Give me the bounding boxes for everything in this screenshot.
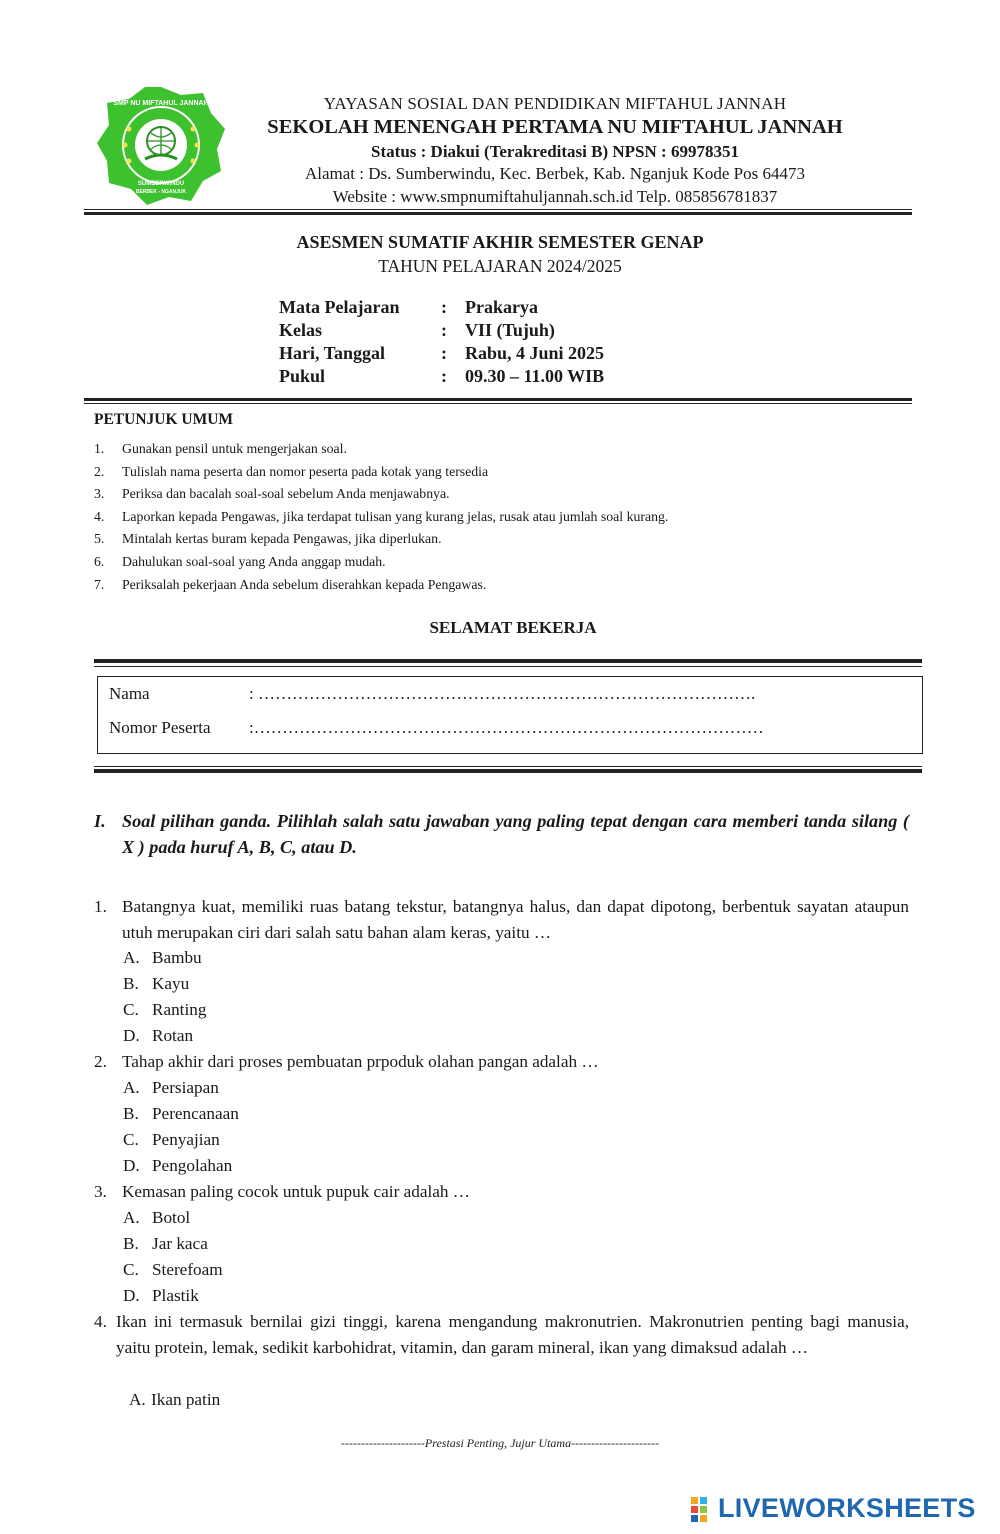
- info-value: VII (Tujuh): [465, 320, 555, 340]
- instruction-item: 1. Gunakan pensil untuk mengerjakan soal.: [94, 441, 347, 456]
- school-website: Website : www.smpnumiftahuljannah.sch.id Telp. 085856781837: [332, 187, 778, 206]
- question-text: Tahap akhir dari proses pembuatan prpoduk olahan pangan adalah …: [122, 1052, 599, 1071]
- option-2a[interactable]: A. Persiapan: [123, 1078, 219, 1097]
- school-status: Status : Diakui (Terakreditasi B) NPSN : 69978351: [371, 142, 739, 161]
- info-divider-thin: [84, 403, 912, 404]
- instruction-item: 2. Tulislah nama peserta dan nomor peserta pada kotak yang tersedia: [94, 463, 489, 479]
- instruction-item: 3. Periksa dan bacalah soal-soal sebelum Anda menjawabnya.: [94, 486, 450, 502]
- option-4a[interactable]: A. Ikan patin: [129, 1390, 221, 1409]
- option-2b[interactable]: B. Perencanaan: [123, 1104, 239, 1123]
- box-divider-top-thin: [94, 666, 922, 667]
- exam-info-table: [279, 297, 604, 389]
- option-1c[interactable]: C. Ranting: [123, 1000, 207, 1019]
- section-text: Soal pilihan ganda. Pilihlah salah satu jawaban yang paling tepat dengan cara memberi tanda silang ( X ) pada huruf A, B, C, atau D.: [122, 811, 909, 857]
- option-3a[interactable]: A. Botol: [123, 1208, 191, 1227]
- info-row: Kelas : VII (Tujuh): [279, 320, 555, 340]
- info-label: Kelas: [279, 320, 322, 340]
- question-3: 3. Kemasan paling cocok untuk pupuk cair adalah …: [94, 1179, 909, 1205]
- exam-title: ASESMEN SUMATIF AKHIR SEMESTER GENAP: [296, 232, 704, 252]
- option-3c[interactable]: C. Sterefoam: [123, 1260, 223, 1279]
- participant-number-field[interactable]: [109, 718, 764, 738]
- school-logo-icon: [95, 85, 227, 207]
- participant-number-label: Nomor Peserta: [109, 718, 211, 737]
- header-divider-thick: [84, 212, 912, 215]
- liveworksheets-logo-icon: [690, 1496, 716, 1524]
- option-2c[interactable]: C. Penyajian: [123, 1130, 220, 1149]
- name-dots[interactable]: : …………………………………………………………………………….: [249, 684, 756, 703]
- instructions-title: PETUNJUK UMUM: [94, 411, 234, 428]
- section-number: I.: [94, 811, 106, 831]
- info-row: Hari, Tanggal : Rabu, 4 Juni 2025: [279, 343, 605, 363]
- info-value: Rabu, 4 Juni 2025: [465, 343, 605, 363]
- info-label: Hari, Tanggal: [279, 343, 386, 363]
- logo-top-text: SMP NU MIFTAHUL JANNAH: [113, 100, 209, 107]
- liveworksheets-watermark: LIVEWORKSHEETS: [718, 1493, 976, 1523]
- info-label: Mata Pelajaran: [279, 297, 400, 317]
- question-1: 1. Batangnya kuat, memiliki ruas batang tekstur, batangnya halus, dan dapat dipotong, berbentuk sayatan ataupun utuh merupakan ciri dari salah satu bahan alam keras, yaitu …: [94, 894, 909, 946]
- footer-motto: ---------------------Prestasi Penting, Jujur Utama----------------------: [340, 1436, 660, 1450]
- closing-text: SELAMAT BEKERJA: [429, 618, 597, 637]
- info-row: Pukul : 09.30 – 11.00 WIB: [279, 366, 605, 386]
- participant-number-dots[interactable]: :………………………………………………………………………………: [249, 718, 764, 737]
- info-value: 09.30 – 11.00 WIB: [465, 366, 605, 386]
- option-1a[interactable]: A. Bambu: [123, 948, 202, 967]
- option-3b[interactable]: B. Jar kaca: [123, 1234, 208, 1253]
- exam-year: TAHUN PELAJARAN 2024/2025: [378, 256, 622, 276]
- option-2d[interactable]: D. Pengolahan: [123, 1156, 233, 1175]
- info-label: Pukul: [279, 366, 326, 386]
- foundation-name: YAYASAN SOSIAL DAN PENDIDIKAN MIFTAHUL JANNAH: [323, 94, 787, 113]
- info-divider-thick: [84, 398, 912, 401]
- instruction-item: 4. Laporkan kepada Pengawas, jika terdapat tulisan yang kurang jelas, rusak atau jumlah soal kurang.: [94, 508, 669, 524]
- logo-bottom-text-2: BERBEK - NGANJUK: [135, 189, 187, 195]
- school-name: SEKOLAH MENENGAH PERTAMA NU MIFTAHUL JANNAH: [267, 116, 843, 138]
- instruction-item: 5. Mintalah kertas buram kepada Pengawas, jika diperlukan.: [94, 531, 442, 547]
- option-3d[interactable]: D. Plastik: [123, 1286, 199, 1305]
- question-2: 2. Tahap akhir dari proses pembuatan prpoduk olahan pangan adalah …: [94, 1049, 909, 1075]
- instruction-item: 6. Dahulukan soal-soal yang Anda anggap mudah.: [94, 553, 386, 569]
- option-1d[interactable]: D. Rotan: [123, 1026, 194, 1045]
- question-text: Kemasan paling cocok untuk pupuk cair adalah …: [122, 1182, 470, 1201]
- name-field[interactable]: [109, 684, 755, 704]
- section-instruction: [94, 808, 909, 860]
- option-1b[interactable]: B. Kayu: [123, 974, 190, 993]
- box-divider-bottom-thin: [94, 766, 922, 767]
- box-divider-bottom-thick: [94, 769, 922, 773]
- question-text: Batangnya kuat, memiliki ruas batang tekstur, batangnya halus, dan dapat dipotong, berbentuk sayatan ataupun utuh merupakan ciri dari salah satu bahan alam keras, yaitu …: [122, 897, 909, 942]
- question-text: Ikan ini termasuk bernilai gizi tinggi, karena mengandung makronutrien. Makronutrien penting bagi manusia, yaitu protein, lemak, sedikit karbohidrat, vitamin, dan garam mineral, ikan yang dimaksud adalah …: [116, 1312, 909, 1357]
- question-4: 4. Ikan ini termasuk bernilai gizi tinggi, karena mengandung makronutrien. Makronutrien penting bagi manusia, yaitu protein, lemak, sedikit karbohidrat, vitamin, dan garam mineral, ikan yang dimaksud adalah …: [94, 1309, 909, 1361]
- info-value: Prakarya: [465, 297, 538, 317]
- info-row: Mata Pelajaran : Prakarya: [279, 297, 538, 317]
- box-divider-top-thick: [94, 659, 922, 663]
- name-label: Nama: [109, 684, 150, 703]
- logo-bottom-text-1: SUMBERWINDU: [137, 181, 185, 187]
- header-divider-thin: [84, 209, 912, 210]
- instructions-list: [94, 441, 668, 599]
- school-address: Alamat : Ds. Sumberwindu, Kec. Berbek, Kab. Nganjuk Kode Pos 64473: [304, 164, 805, 183]
- instruction-item: 7. Periksalah pekerjaan Anda sebelum diserahkan kepada Pengawas.: [94, 576, 487, 592]
